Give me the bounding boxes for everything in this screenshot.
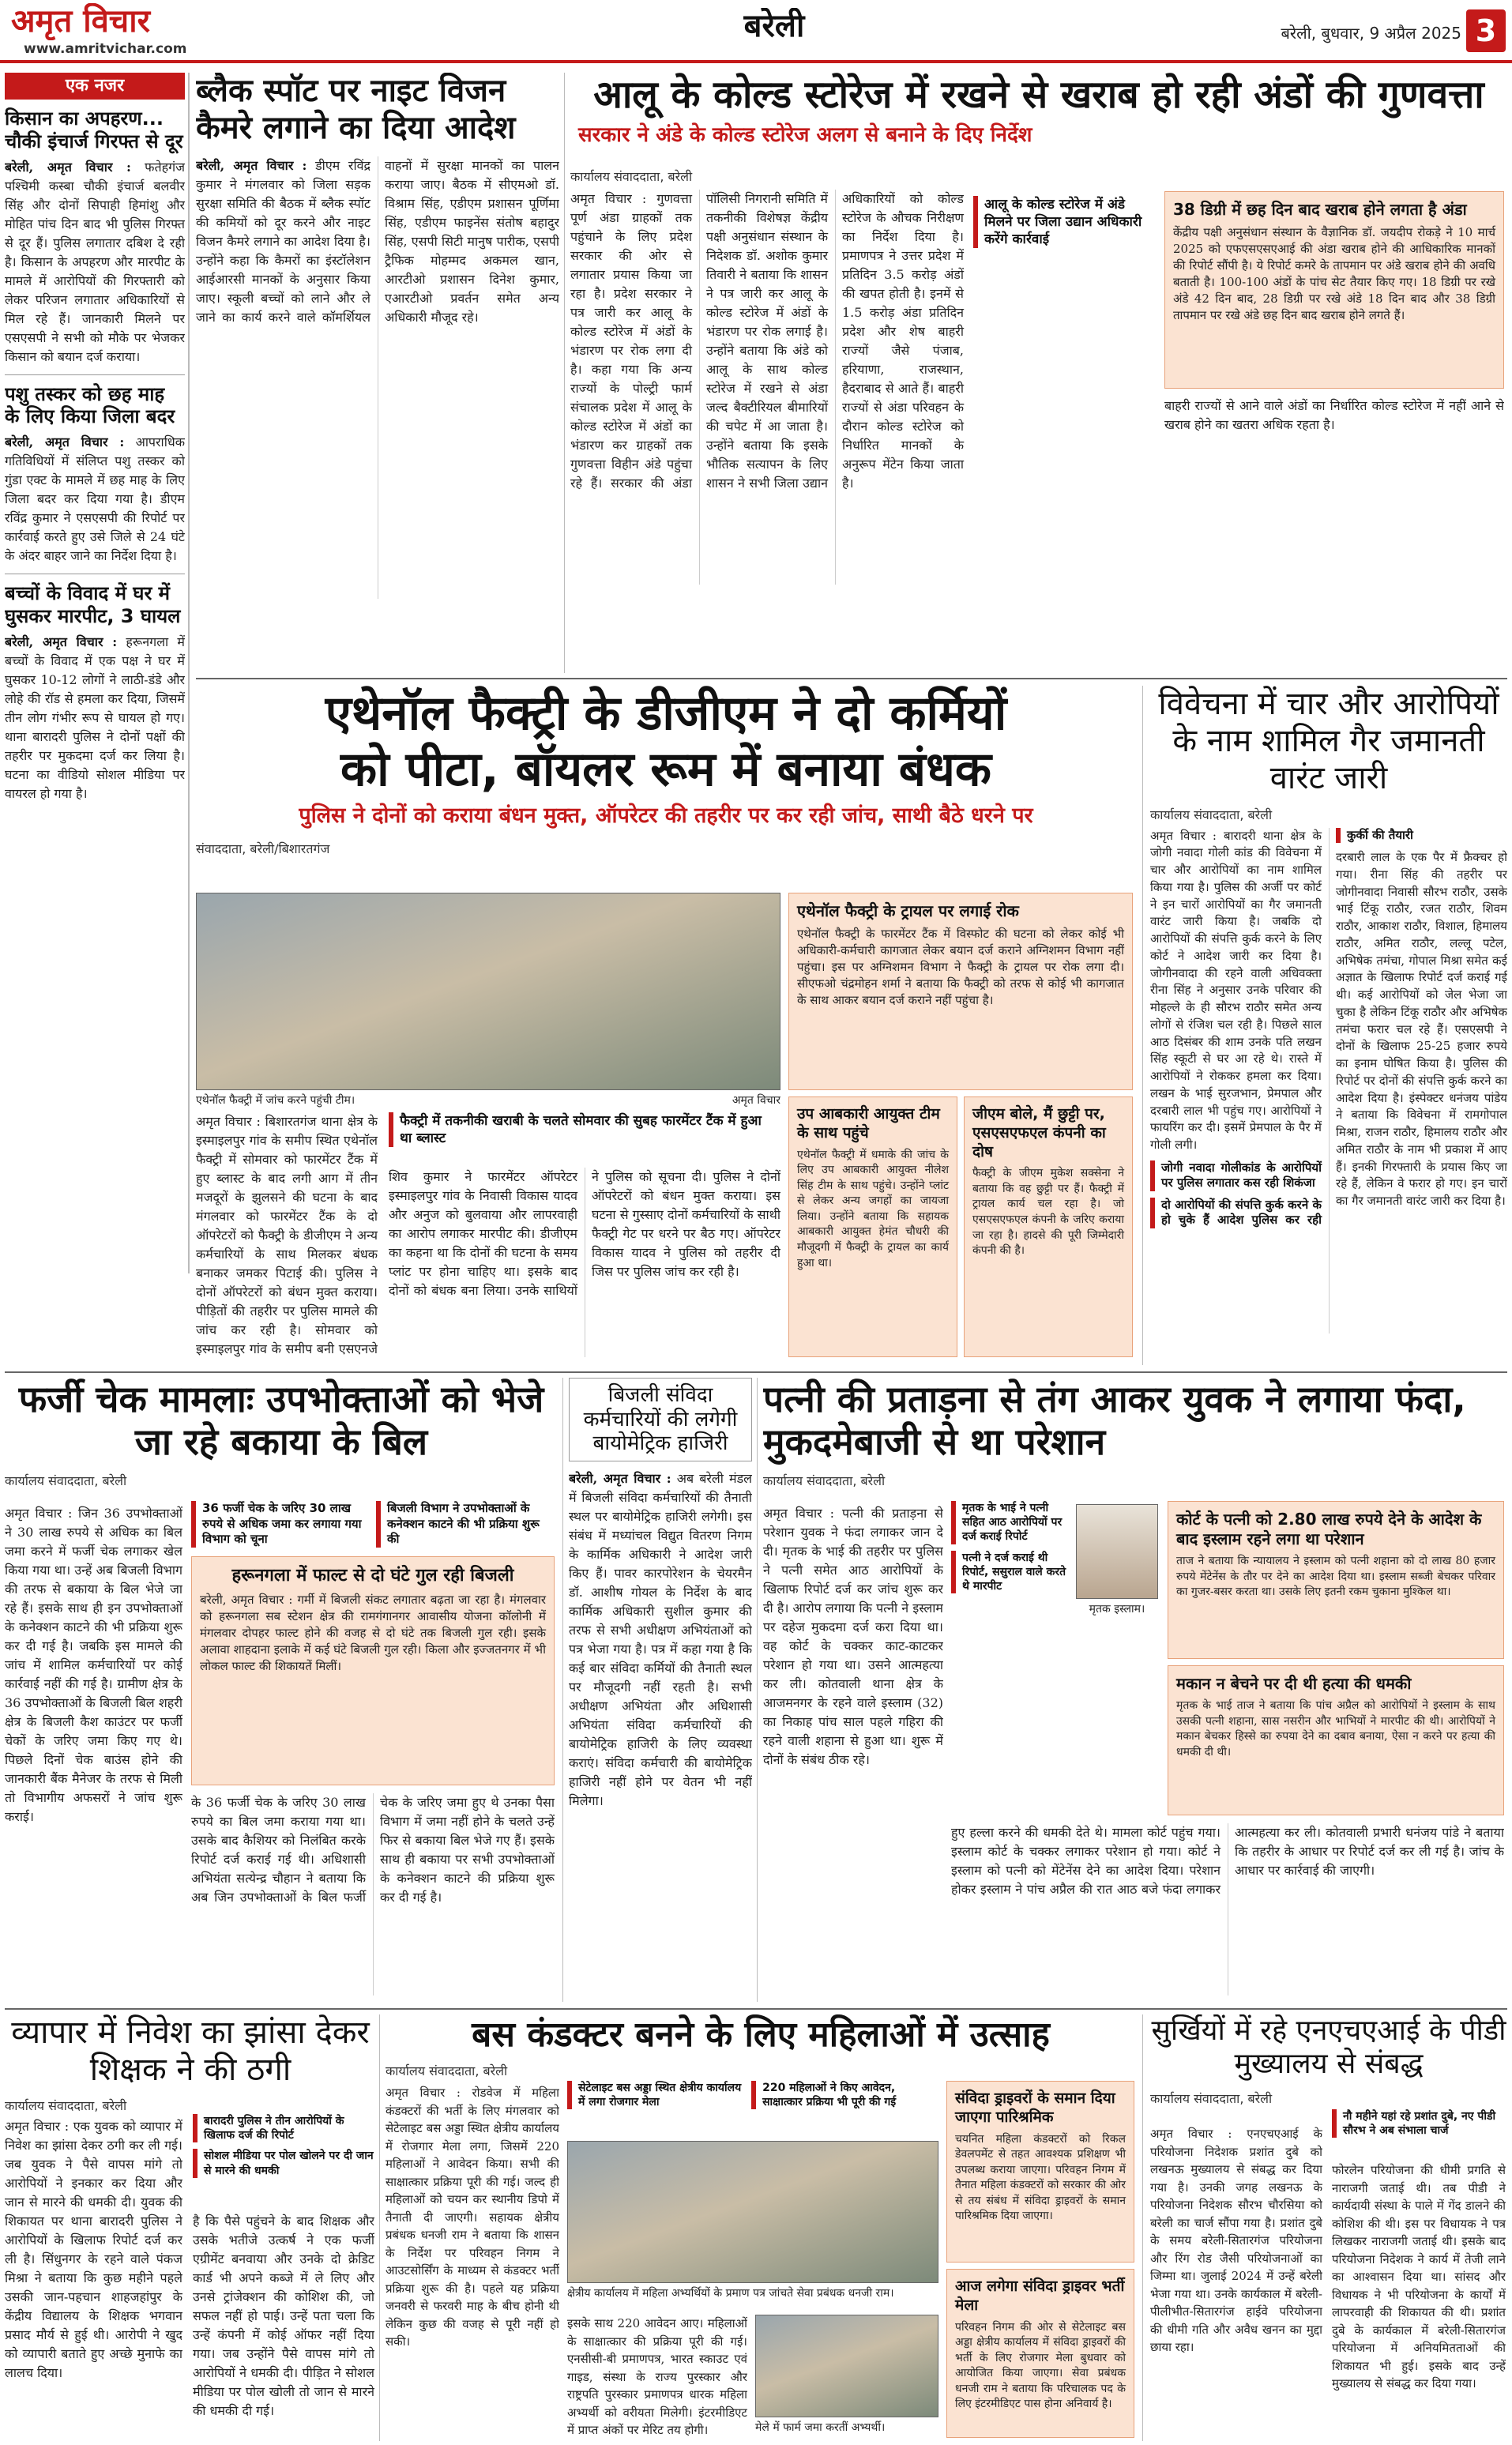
masthead [0, 0, 1512, 63]
tag-disconnection: बिजली विभाग ने उपभोक्ताओं के कनेक्शन काटने की भी प्रक्रिया शुरू की [376, 1501, 554, 1548]
tag-threat: सोशल मीडिया पर पोल खोलने पर दी जान से मारने की धमकी [193, 2149, 374, 2177]
story-body-2: के 36 फर्जी चेक के जरिए 30 लाख रुपये का बिल जमा कराया गया था। उसके बाद कैशियर को निलंबित करके रिपोर्ट दर्ज कराई गई थी। अधिशासी अभियंता सत्येन्द्र चौहान ने बताया कि अब जिन उपभोक्ताओं के बिल फर्जी चेक के जरिए जमा हुए थे उनका पैसा विभाग में जमा नहीं होने के चलते उन्हें फिर से बकाया बिल भेजे गए हैं। इसके साथ ही बकाया पर सभी उपभोक्ताओं के कनेक्शन काटने की प्रक्रिया शुरू कर दी गई है। [191, 1795, 555, 1905]
box-title: एथेनॉल फैक्ट्री के ट्रायल पर लगाई रोक [797, 901, 1019, 920]
story-body-2: इसके साथ 220 आवेदन आए। महिलाओं के साक्षात्कार की प्रक्रिया पूरी की गई। एनसीसी-बी प्रमाणपत्र, भारत स्काउट एवं गाइड, संस्था के राज्य पुरस्कार और राष्ट्रपति पुरस्कार प्रमाणपत्र धारक महिला अभ्यर्थी को वरीयता मिलेगी। इंटरमीडिएट में प्राप्त अंकों पर मेरिट तय होगी। [567, 2316, 747, 2437]
story-biometric [569, 1378, 752, 2002]
story-nhai [1150, 2014, 1507, 2441]
box-title: जीएम बोले, मैं छुट्टी पर, एसएसएफएल कंपनी का दोष [972, 1105, 1106, 1160]
byline: कार्यालय संवाददाता, बरेली [1150, 2090, 1273, 2106]
story-body: अमृत विचार : एक युवक को व्यापार में निवेश का झांसा देकर ठगी कर ली गई। जब युवक ने पैसे वापस मांगे तो आरोपियों ने इनकार कर दिया और जान से मारने की धमकी दी। युवक की शिकायत पर थाना बारादरी पुलिस ने आरोपियों के खिलाफ रिपोर्ट दर्ज कर ली है। सिंधुनगर के रहने वाले पंकज मिश्रा ने बताया कि कुछ महीने पहले उसकी जान-पहचान शाहजहांपुर के केंद्रीय विद्यालय के शिक्षक भगवान प्रसाद मौर्य से हुई थी। आरोपी ने खुद को व्यापारी बताते हुए अच्छे मुनाफे का लालच दिया। [5, 2119, 182, 2380]
story-ethanol [196, 686, 1136, 1365]
story-night-vision [196, 73, 559, 673]
pull-quote: फैक्ट्री में तकनीकी खराबी के चलते सोमवार की सुबह फारमेंटर टैंक में हुआ था ब्लास्ट [389, 1112, 776, 1147]
story-body: अमृत विचार : जिन 36 उपभोक्ताओं ने 30 लाख रुपये से अधिक का बिल जमा करने में फर्जी चेक लगाकर खेल किया गया था। उन्हें अब बिजली विभाग की तरफ से बकाया के बिल भेजे जा रहे हैं। इसके साथ ही इन उपभोक्ताओं के कनेक्शन काटने की भी प्रक्रिया शुरू कर दी गई है। जबकि इस मामले की जांच में शामिल कर्मचारियों पर कोई कार्रवाई नहीं की गई है। ग्रामीण क्षेत्र के 36 उपभोक्ताओं के बिजली बिल शहरी क्षेत्र के बिजली कैश काउंटर पर फर्जी चेकों के जरिए जमा किए गए थे। पिछले दिनों चेक बाउंस होने की जानकारी बैंक मैनेजर के तरफ से मिली तो विभागीय अफसरों ने जांच शुरू कराई। [5, 1506, 182, 1824]
brief-body: बरेली, अमृत विचार : आपराधिक गतिविधियों में संलिप्त पशु तस्कर को गुंडा एक्ट के मामले में छह माह के लिए जिला बदर कर दिया गया है। डीएम रविंद्र कुमार ने एसएसपी की रिपोर्ट पर कार्रवाई करते हुए उसे जिले से 24 घंटे के अंदर बाहर जाने का निर्देश दिया है। [5, 434, 185, 564]
victim-photo [1076, 1504, 1158, 1599]
headline: विवेचना में चार और आरोपियों के नाम शामिल गैर जमानती वारंट जारी [1158, 686, 1499, 797]
ethanol-factory-photo [196, 893, 780, 1090]
headline: बिजली संविदा कर्मचारियों की लगेगी बायोमेट्रिक हाजिरी [569, 1378, 752, 1461]
tag-pd: नौ महीने यहां रहे प्रशांत दुबे, नए पीडी सौरभ ने अब संभाला चार्ज [1332, 2109, 1504, 2138]
story-suicide [763, 1378, 1507, 2002]
story-warrant [1150, 686, 1507, 1365]
box-body: चयनित महिला कंडक्टरों को रिकल डेवलपमेंट से तहत आवश्यक प्रशिक्षण भी उपलब्ध कराया जाएगा। परिवहन निगम में तैनात महिला कंडक्टरों को सरकार की ओर से तय संबंध में संविदा ड्राइवरों के समान पारिश्रमिक दिया जाएगा। [955, 2132, 1126, 2223]
tag-rozgar-mela: सेटेलाइट बस अड्डा स्थित क्षेत्रीय कार्यालय में लगा रोजगार मेला [567, 2081, 747, 2109]
info-box-driver-mela [946, 2269, 1134, 2438]
headline: व्यापार में निवेश का झांसा देकर शिक्षक ने की ठगी [11, 2014, 370, 2089]
info-box-harunagla [191, 1556, 555, 1785]
box-title: मकान न बेचने पर दी थी हत्या की धमकी [1176, 1674, 1412, 1693]
tag-property: दो आरोपियों की संपत्ति कुर्क करने के हो चुके हैं आदेश पुलिस कर रही कुर्की की तैयारी [1150, 828, 1507, 1228]
box-title: संविदा ड्राइवरों के समान दिया जाएगा पारिश्रमिक [955, 2090, 1115, 2126]
story-body: अमृत विचार : बारादरी थाना क्षेत्र के जोगी नवादा गोली कांड की विवेचना में चार और आरोपियों का नाम शामिल किया गया है। पुलिस की अर्जी पर कोर्ट ने इन चारों आरोपियों का गैर जमानती वारंट जारी किया है। जबकि दो आरोपियों की संपत्ति कुर्क करने के लिए कोर्ट ने आदेश जारी कर दिया है। जोगीनवादा की रहने वाली अधिवक्ता रीना सिंह ने अनुसार उनके परिवार की मोहल्ले के ही सौरभ राठौर समेत अन्य लोगों से रंजिश चल रही है। पिछले साल आठ दिसंबर की शाम उनके पति लखन सिंह स्कूटी से घर आ रहे थे। रास्ते में आरोपियों ने रोककर हमला कर दिया। लखन के भाई सुरजभान, प्रेमपाल और दरबारी लाल भी पहुंच गए। आरोपियों ने फायरिंग कर दी। इसमें प्रेमपाल के पैर में गोली लगी। जोगी नवादा गोलीकांड के आरोपियों पर पुलिस लगातार कस रही शिकंजा दो आरोपियों की संपत्ति कुर्क करने के हो चुके हैं आदेश पुलिस कर रही कुर्की की तैयारी दरबारी लाल के एक पैर में फ्रैक्चर हो गया। रीना सिंह की तहरीर पर जोगीनवादा निवासी सौरभ राठौर, उसके भाई टिंकू राठौर, रजत राठौर, शिवम राठौर, आकाश राठौर, विशाल, हिमालय राठौर, अमित राठौर, लल्लू पटेल, अभिषेक तमंचा, गोपाल मिश्रा समेत कई अज्ञात के खिलाफ रिपोर्ट दर्ज कराई गई थी। कई आरोपियों को जेल भेजा जा चुका है लेकिन टिंकू राठौर और अभिषेक तमंचा फरार चल रहे हैं। एसएसपी ने दोनों के खिलाफ 25-25 हजार रुपये का इनाम घोषित किया है। पुलिस की रिपोर्ट पर दोनों की संपत्ति कुर्क करने का आदेश दिया है। इंस्पेक्टर धनंजय पांडेय ने बताया कि विवेचना में रामगोपाल मिश्रा, राजन राठौर, हिमालय राठौर और अमित राठौर के नाम भी प्रकाश में आए हैं। इनकी गिरफ्तारी के प्रयास किए जा रहे हैं, लेकिन वे फरार हो गए। इन चारों का गैर जमानती वारंट जारी कर दिया है। [1150, 827, 1507, 1228]
photo2-caption: मेले में फार्म जमा करतीं अभ्यर्थी। [755, 2421, 886, 2434]
box-body: मृतक के भाई ताज ने बताया कि पांच अप्रैल को आरोपियों ने इस्लाम के साथ उसकी पत्नी शहाना, सास नसरीन और भाभियों ने मारपीट की थी। आरोपियों ने मकान बेचकर हिस्से का रुपया देने का दबाव बनाया, ऐसा न करने पर हत्या की धमकी दी थी। [1176, 1699, 1495, 1759]
story-body: बरेली, अमृत विचार : डीएम रविंद्र कुमार ने मंगलवार को जिला सड़क सुरक्षा समिति की बैठक में ब्लैक स्पॉट की कमियों को दूर करने और नाइट विजन कैमरे लगाने का आदेश दिया है। उन्होंने कहा कि कैमरों का इंस्टॉलेशन आईआरसी मानकों के अनुसार किया जाए। स्कूली बच्चों को लाने और ले जाने का कार्य करने वाले कॉमर्शियल वाहनों में सुरक्षा मानकों का पालन कराया जाए। बैठक में सीएमओ डॉ. विश्राम सिंह, एडीएम प्रशासन पूर्णिमा सिंह, एडीएम फाइनेंस संतोष बहादुर सिंह, एसपी सिटी मानुष पारीक, एसपी ट्रैफिक मोहम्मद अकमल खान, आरटीओ प्रशासन दिनेश कुमार, एआरटीओ प्रवर्तन समेत अन्य अधिकारी मौजूद रहे। [196, 158, 559, 325]
story-body-2: फोरलेन परियोजना की धीमी प्रगति से नाराजगी जताई थी। तब पीडी ने कार्यदायी संस्था के पाले में गेंद डालने की कोशिश की थी। इस पर विधायक ने पत्र लिखकर नाराजगी जताई थी। इसके बाद परियोजना निदेशक ने कार्य में तेजी लाने का आश्वासन दिया था। सांसद और विधायक ने भी परियोजना के कार्यों में लापरवाही की शिकायत की थी। प्रशांत दुबे के कार्यकाल में बरेली-सितारगंज परियोजना में अनियमितताओं की शिकायत भी हुई। इसके बाद उन्हें मुख्यालय से संबद्ध कर दिया गया। [1332, 2163, 1506, 2390]
tag-fake-cheques: 36 फर्जी चेक के जरिए 30 लाख रुपये से अधिक जमा कर लगाया गया विभाग को चूना [191, 1501, 369, 1548]
box-body: एथेनॉल फैक्ट्री में धमाके की जांच के लिए उप आबकारी आयुक्त नीलेश सिंह टीम के साथ पहुंचे। उन्होंने प्लांट से लेकर अन्य जगहों का जायजा लिया। उन्होंने बताया कि सहायक आबकारी आयुक्त हेमंत चौधरी की मौजूदगी में फैक्ट्री के ट्रायल का कार्य हुआ था। [797, 1148, 949, 1270]
headline: बस कंडक्टर बनने के लिए महिलाओं में उत्साह [472, 2014, 1050, 2055]
headline: पत्नी की प्रताड़ना से तंग आकर युवक ने लगाया फंदा, मुकदमेबाजी से था परेशान [763, 1378, 1466, 1464]
tags [567, 2081, 938, 2136]
headline: ब्लैक स्पॉट पर नाइट विजन कैमरे लगाने का दिया आदेश [196, 73, 516, 147]
story-body-2: हुए हल्ला करने की धमकी देते थे। मामला कोर्ट पहुंच गया। इस्लाम कोर्ट के चक्कर लगाकर परेशान हो गया। कोर्ट ने इस्लाम को पत्नी को मेंटेनेंस देने का आदेश दिया। परेशान होकर इस्लाम ने पांच अप्रैल की रात आठ बजे फंदा लगाकर आत्महत्या कर ली। कोतवाली प्रभारी धनंजय पांडे ने बताया कि तहरीर के आधार पर रिपोर्ट दर्ज कर ली गई है। जांच के आधार पर कार्रवाई की जाएगी। [951, 1825, 1504, 1897]
box-title: उप आबकारी आयुक्त टीम के साथ पहुंचे [797, 1105, 940, 1142]
story-cheque [5, 1378, 558, 2002]
tags [193, 2114, 374, 2209]
byline: कार्यालय संवाददाता, बरेली [763, 1473, 886, 1488]
story-body-2: शिव कुमार ने फारमेंटर ऑपरेटर इस्माइलपुर गांव के निवासी विकास यादव और अनुज को बुलवाया और लापरवाही का आरोप लगाकर मारपीट की। डीजीएम का कहना था कि दोनों की घटना के समय प्लांट पर होना चाहिए था। इसके बाद दोनों को बंधक बना लिया। उनके साथियों ने पुलिस को सूचना दी। पुलिस ने दोनों ऑपरेटरों को बंधन मुक्त कराया। इस घटना से गुस्साए दोनों कर्मचारियों के साथी फैक्ट्री गेट पर धरने पर बैठ गए। ऑपरेटर विकास यादव ने पुलिस को तहरीर दी जिस पर पुलिस जांच कर रही है। [389, 1169, 780, 1298]
masthead-date: बरेली, बुधवार, 9 अप्रैल 2025 [1281, 24, 1461, 43]
box-title: आज लगेगा संविदा ड्राइवर भर्ती मेला [955, 2278, 1125, 2314]
box-body: परिवहन निगम की ओर से सेटेलाइट बस अड्डा क्षेत्रीय कार्यालय में संविदा ड्राइवरों की भर्ती के लिए रोजगार मेला बुधवार को आयोजित किया जाएगा। सेवा प्रबंधक धनजी राम ने बताया कि परिचालक पद के लिए इंटरमीडिएट पास होना अनिवार्य है। [955, 2320, 1126, 2411]
story-main [570, 167, 1155, 610]
story-eggs [570, 73, 1507, 673]
byline: कार्यालय संवाददाता, बरेली [570, 169, 693, 184]
pull-quote: आलू के कोल्ड स्टोरेज में अंडे मिलने पर जिला उद्यान अधिकारी करेंगे कार्रवाई [973, 196, 1155, 248]
story-body: अमृत विचार : पत्नी की प्रताड़ना से परेशान युवक ने फंदा लगाकर जान दे दी। मृतक के भाई की तहरीर पर पुलिस ने पत्नी समेत आठ आरोपियों के खिलाफ रिपोर्ट दर्ज कर जांच शुरू कर दी है। आरोप लगाया कि पत्नी ने इस्लाम पर दहेज मुकदमा दर्ज करा दिया था। वह कोर्ट के चक्कर काट-काटकर परेशान हो गया था। उसने आत्महत्या कर ली। कोतवाली थाना क्षेत्र के आजमनगर के रहने वाले इस्लाम (32) का निकाह पांच साल पहले गहिरा की रहने वाली शहाना से हुआ था। शुरू में दोनों के संबंध ठीक रहे। [763, 1506, 943, 1767]
masthead-website[interactable]: www.amritvichar.com [24, 41, 187, 57]
byline: कार्यालय संवाददाता, बरेली [5, 2098, 127, 2114]
page-number: 3 [1466, 9, 1506, 52]
byline: संवाददाता, बरेली/बिशारतगंज [196, 841, 330, 857]
brief-headline: बच्चों के विवाद में घर में घुसकर मारपीट, 3 घायल [5, 582, 181, 627]
tag-jogi-nawada: जोगी नवादा गोलीकांड के आरोपियों पर पुलिस लगातार कस रही शिकंजा [1150, 1160, 1322, 1191]
headline-line1: एथेनॉल फैक्ट्री के डीजीएम ने दो कर्मियों [325, 686, 1007, 741]
info-box-gm [964, 1096, 1133, 1357]
story-body: अमृत विचार : एनएचएआई के परियोजना निदेशक प्रशांत दुबे को लखनऊ मुख्यालय से संबद्ध कर दिया गया है। उनकी जगह लखनऊ के परियोजना निदेशक सौरभ चौरसिया को बरेली का चार्ज सौंपा गया है। प्रशांत दुबे के समय बरेली-सितारगंज परियोजना और रिंग रोड जैसी परियोजनाओं का जिम्मा था। जुलाई 2024 में उन्हें बरेली भेजा गया था। उनके कार्यकाल में बरेली-पीलीभीत-सितारगंज हाईवे परियोजना की धीमी गति और अवैध खनन का मुद्दा छाया रहा। [1150, 2127, 1322, 2354]
photo-caption: मृतक इस्लाम। [1089, 1603, 1145, 1616]
sidebar-brief-cattle [5, 374, 185, 566]
sidebar-label: एक नजर [5, 73, 185, 100]
tag-wife-report: पत्नी ने दर्ज कराई थी रिपोर्ट, ससुराल वाले करते थे मारपीट [951, 1551, 1070, 1594]
byline: कार्यालय संवाददाता, बरेली [386, 2063, 508, 2078]
box-title: हरूनगला में फाल्ट से दो घंटे गुल रही बिजली [231, 1566, 514, 1585]
sidebar [5, 73, 185, 1273]
sidebar-brief-kidnap [5, 107, 185, 367]
masthead-logo: अमृत विचार [11, 3, 150, 39]
tags [951, 1501, 1070, 1706]
box-title: कोर्ट के पत्नी को 2.80 लाख रुपये देने के आदेश के बाद इस्लाम रहने लगा था परेशान [1176, 1510, 1482, 1548]
photo-caption: क्षेत्रीय कार्यालय में महिला अभ्यर्थियों के प्रमाण पत्र जांचते सेवा प्रबंधक धनजी राम। [567, 2287, 894, 2300]
info-box-court-order [1168, 1501, 1504, 1659]
story-body: अमृत विचार : गुणवत्ता पूर्ण अंडा ग्राहकों तक पहुंचाने के लिए प्रदेश सरकार की ओर से लगातार प्रयास किया जा रहा है। प्रदेश सरकार ने पत्र जारी कर आलू के कोल्ड स्टोरेज में अंडों के भंडारण पर रोक लगा दी है। कहा गया कि अन्य राज्यों के पोल्ट्री फार्म संचालक प्रदेश में आलू के कोल्ड स्टोरेज में अंडों का भंडारण कर ग्राहकों तक गुणवत्ता विहीन अंडे पहुंचा रहे हैं। सरकार की अंडा पॉलिसी निगरानी समिति में तकनीकी विशेषज्ञ केंद्रीय पक्षी अनुसंधान संस्थान के निदेशक डॉ. अशोक कुमार तिवारी ने बताया कि शासन ने पत्र जारी कर आलू के कोल्ड स्टोरेज में अंडों के भंडारण पर रोक लगाई है। उन्होंने बताया कि अंडे को आलू के साथ कोल्ड स्टोरेज में रखने से अंडा जल्द बैक्टीरियल बीमारियों की चपेट में आ जाता है। उन्होंने बताया कि इसके भौतिक सत्यापन के लिए शासन ने सभी जिला उद्यान अधिकारियों को कोल्ड स्टोरेज के औचक निरीक्षण का निर्देश दिया है। प्रमाणपत्र ने उत्तर प्रदेश में प्रतिदिन 3.5 करोड़ अंडों की खपत होती है। इनमें से 1.5 करोड़ अंडा प्रतिदिन प्रदेश और शेष बाहरी राज्यों जैसे पंजाब, हरियाणा, राजस्थान, हैदराबाद से आते हैं। बाहरी राज्यों से अंडा परिवहन के दौरान कोल्ड स्टोरेज को निर्धारित मानकों के अनुरूप मेंटेन किया जाता है। [570, 191, 964, 491]
story-body: अमृत विचार : बिशारतगंज थाना क्षेत्र के इस्माइलपुर गांव के समीप स्थित एथेनॉल फैक्ट्री में सोमवार को फारमेंटर टैंक में हुए ब्लास्ट के बाद लगी आग में तीन मजदूरों के झुलसने की घटना के बाद मंगलवार को फारमेंटर टैंक के दो ऑपरेटरों को फैक्ट्री के डीजीएम ने अन्य कर्मचारियों के साथ मिलकर बंधक बनाकर जमकर पिटाई की। पुलिस ने दोनों ऑपरेटरों को बंधन मुक्त कराया। पीड़ितों की तहरीर पर पुलिस मामले की जांच कर रही है। सोमवार को इस्माइलपुर गांव के समीप बनी एसएनजे [196, 1114, 378, 1356]
photo-credit: अमृत विचार [732, 1094, 780, 1107]
headline: सुर्खियों में रहे एनएचएआई के पीडी मुख्यालय से संबद्ध [1151, 2014, 1506, 2081]
brief-headline: पशु तस्कर को छह माह के लिए किया जिला बदर [5, 382, 175, 428]
info-box-house-threat [1168, 1665, 1504, 1815]
story-tail: बाहरी राज्यों से आने वाले अंडों का निर्धारित कोल्ड स्टोरेज में नहीं आने से खराब होने का खतरा अधिक रहता है। [1164, 398, 1504, 432]
brief-body: बरेली, अमृत विचार : फतेहगंज पश्चिमी कस्बा चौकी इंचार्ज बलवीर सिंह और दोनों सिपाही हिमांशु और मोहित पांच दिन बाद भी पुलिस गिरफ्त से दूर हैं। पुलिस लगातार दबिश दे रही है। किसान के अपहरण और मारपीट के मामले में आरोपियों की गिरफ्तारी को लेकर परिजन लगातार अधिकारियों से मिल रहे हैं। जानकारी मिलने पर एसएसपी ने सभी को मौके पर भेजकर किसान को बयान दर्ज कराया। [5, 159, 185, 364]
story-body: अमृत विचार : रोडवेज में महिला कंडक्टरों की भर्ती के लिए मंगलवार को सेटेलाइट बस अड्डा स्थित क्षेत्रीय कार्यालय में रोजगार मेला लगा, जिसमें 220 महिलाओं ने आवेदन किया। सभी की साक्षात्कार प्रक्रिया पूरी की गई। जल्द ही महिलाओं को चयन कर स्थानीय डिपो में तैनाती दी जाएगी। सहायक क्षेत्रीय प्रबंधक धनजी राम ने बताया कि शासन के निर्देश पर परिवहन निगम ने आउटसोर्सिंग के माध्यम से कंडक्टर भर्ती प्रक्रिया शुरू की है। पहले यह प्रक्रिया जनवरी से फरवरी माह के बीच होनी थी लेकिन कुछ की वजह से पूरी नहीं हो सकी। [386, 2086, 559, 2349]
form-submission-photo [755, 2315, 938, 2417]
story-teacher [5, 2014, 376, 2441]
box-body: ताज ने बताया कि न्यायालय ने इस्लाम को पत्नी शहाना को दो लाख 80 हजार रुपये मेंटेनेंस के तौर पर देने का आदेश दिया था। इस्लाम सब्जी बेचकर परिवार का गुजर-बसर करता था। उसके लिए इतनी रकम चुकाना मुश्किल था। [1176, 1555, 1495, 1599]
info-box-excise [788, 1096, 957, 1357]
box-body: फैक्ट्री के जीएम मुकेश सक्सेना ने बताया कि वह छुट्टी पर हैं। फैक्ट्री में ट्रायल कार्य चल रहा है। जो एसएसएफएल कंपनी के जरिए कराया जा रहा है। हादसे की पूरी जिम्मेदारी कंपनी की है। [972, 1167, 1124, 1258]
conductor-recruitment-photo [567, 2141, 938, 2283]
headline: आलू के कोल्ड स्टोरेज में रखने से खराब हो रही अंडों की गुणवत्ता [593, 73, 1484, 117]
box-body: केंद्रीय पक्षी अनुसंधान संस्थान के वैज्ञानिक डॉ. जयदीप रोकड़े ने 10 मार्च 2025 को एफएसएसएआई की अंडा खराब होने की आधिकारिक मानकों की रिपोर्ट सौंपी है। ये रिपोर्ट कमरे के तापमान पर अंडे खराब होने की अवधि बताती है। 100-100 अंडों के पांच सेट तैयार किए गए। 18 डिग्री पर रखे अंडे 42 दिन बाद, 28 डिग्री पर रखे अंडे 18 दिन बाद और 38 डिग्री तापमान पर रखे अंडे छह दिन बाद खराब होने लगते हैं। [1173, 225, 1495, 322]
tag-fir: बारादरी पुलिस ने तीन आरोपियों के खिलाफ दर्ज की रिपोर्ट [193, 2114, 374, 2142]
subhead: सरकार ने अंडे के कोल्ड स्टोरेज अलग से बनाने के दिए निर्देश [578, 122, 1032, 147]
tag-applications: 220 महिलाओं ने किए आवेदन, साक्षात्कार प्रक्रिया भी पूरी की गई [751, 2081, 931, 2109]
headline-line2: को पीटा, बॉयलर रूम में बनाया बंधक [340, 741, 992, 797]
headline: फर्जी चेक मामलाः उपभोक्ताओं को भेजे जा रहे बकाया के बिल [18, 1378, 544, 1464]
story-body: बरेली, अमृत विचार : अब बरेली मंडल में बिजली संविदा कर्मचारियों की तैनाती स्थल पर बायोमेट्रिक हाजिरी लगेगी। इस संबंध में मध्यांचल विद्युत वितरण निगम के कार्मिक अधिकारी ने आदेश जारी किए हैं। पावर कारपोरेशन के चेयरमैन डॉ. आशीष गोयल के निर्देश के बाद कार्मिक अधिकारी सुशील कुमार की तरफ से सभी अधीक्षण अभियंताओं को पत्र भेजा गया है। पत्र में कहा गया है कि कई बार संविदा कर्मियों की तैनाती स्थल पर मौजूदगी नहीं रहती है। सभी अधीक्षण अभियंता और अधिशासी अभियंता संविदा कर्मचारियों की बायोमेट्रिक हाजिरी के लिए व्यवस्था कराएं। संविदा कर्मचारी की बायोमेट्रिक हाजिरी नहीं होने पर वेतन भी नहीं मिलेगा। [569, 1471, 752, 1809]
byline: कार्यालय संवाददाता, बरेली [5, 1473, 127, 1488]
tag-brother-report: मृतक के भाई ने पत्नी सहित आठ आरोपियों पर दर्ज कराई रिपोर्ट [951, 1501, 1070, 1544]
photo-caption: एथेनॉल फैक्ट्री में जांच करने पहुंची टीम। [196, 1094, 355, 1107]
brief-headline: किसान का अपहरण... चौकी इंचार्ज गिरफ्त से दूर [5, 107, 183, 152]
brief-body: बरेली, अमृत विचार : हरूनगला में बच्चों के विवाद में एक पक्ष ने घर में घुसकर 10-12 लोगों ने लाठी-डंडे और लोहे की रॉड से हमला कर दिया, जिसमें तीन लोग गंभीर रूप से घायल हो गए। थाना बारादरी पुलिस ने दोनों पक्षों की तहरीर पर मुकदमा दर्ज कर लिया है। घटना का वीडियो सोशल मीडिया पर वायरल हो गया है। [5, 634, 185, 801]
box-body: एथेनॉल फैक्ट्री के फारमेंटर टैंक में विस्फोट की घटना को लेकर कोई भी अधिकारी-कर्मचारी कागजात लेकर बयान दर्ज कराने अग्निशमन विभाग नहीं पहुंचा। इस पर अग्निशमन विभाग ने फैक्ट्री के ट्रायल पर रोक लगा दी। सीएफओ चंद्रमोहन शर्मा ने बताया कि फैक्ट्री को तरफ से कोई भी कागजात के साथ आकर बयान दर्ज कराने नहीं पहुंचा है। [797, 927, 1124, 1007]
story-bus [386, 2014, 1136, 2441]
info-box-salary [946, 2081, 1134, 2263]
subhead: पुलिस ने दोनों को कराया बंधन मुक्त, ऑपरेटर की तहरीर पर कर रही जांच, साथी बैठे धरने पर [299, 803, 1033, 828]
byline: कार्यालय संवाददाता, बरेली [1150, 807, 1273, 822]
box-body: बरेली, अमृत विचार : गर्मी में बिजली संकट लगातार बढ़ता जा रहा है। मंगलवार को हरूनगला सब स्टेशन क्षेत्र की रामगंगानगर आवासीय योजना कॉलोनी में मंगलवार दोपहर फाल्ट होने की वजह से दो घंटे तक बिजली गुल रही। इसके अलावा शाहदाना इलाके में कई घंटे बिजली गुल रही। किला और इज्जतनगर में भी लोकल फाल्ट की शिकायतें मिलीं। [200, 1592, 546, 1673]
masthead-city: बरेली [743, 8, 805, 44]
info-box-trial-ban [788, 893, 1133, 1090]
story-body-2: है कि पैसे पहुंचने के बाद शिक्षक और उसके भतीजे उत्कर्ष ने एक फर्जी एग्रीमेंट बनवाया और उनके दो क्रेडिट कार्ड भी अपने कब्जे में ले लिए और उनसे ट्रांजेक्शन की कोशिश की, जो सफल नहीं हो पाई। उन्हें पता चला कि उन्हें कंपनी में कोई ऑफर नहीं दिया गया। जब उन्होंने पैसे वापस मांगे तो आरोपियों ने धमकी दी। पीड़ित ने सोशल मीडिया पर पोल खोली तो जान से मारने की धमकी दी गई। [193, 2214, 374, 2418]
box-title: 38 डिग्री में छह दिन बाद खराब होने लगता है अंडा [1173, 200, 1467, 219]
info-box-38-degree [1164, 191, 1504, 389]
sidebar-brief-fight [5, 574, 185, 803]
